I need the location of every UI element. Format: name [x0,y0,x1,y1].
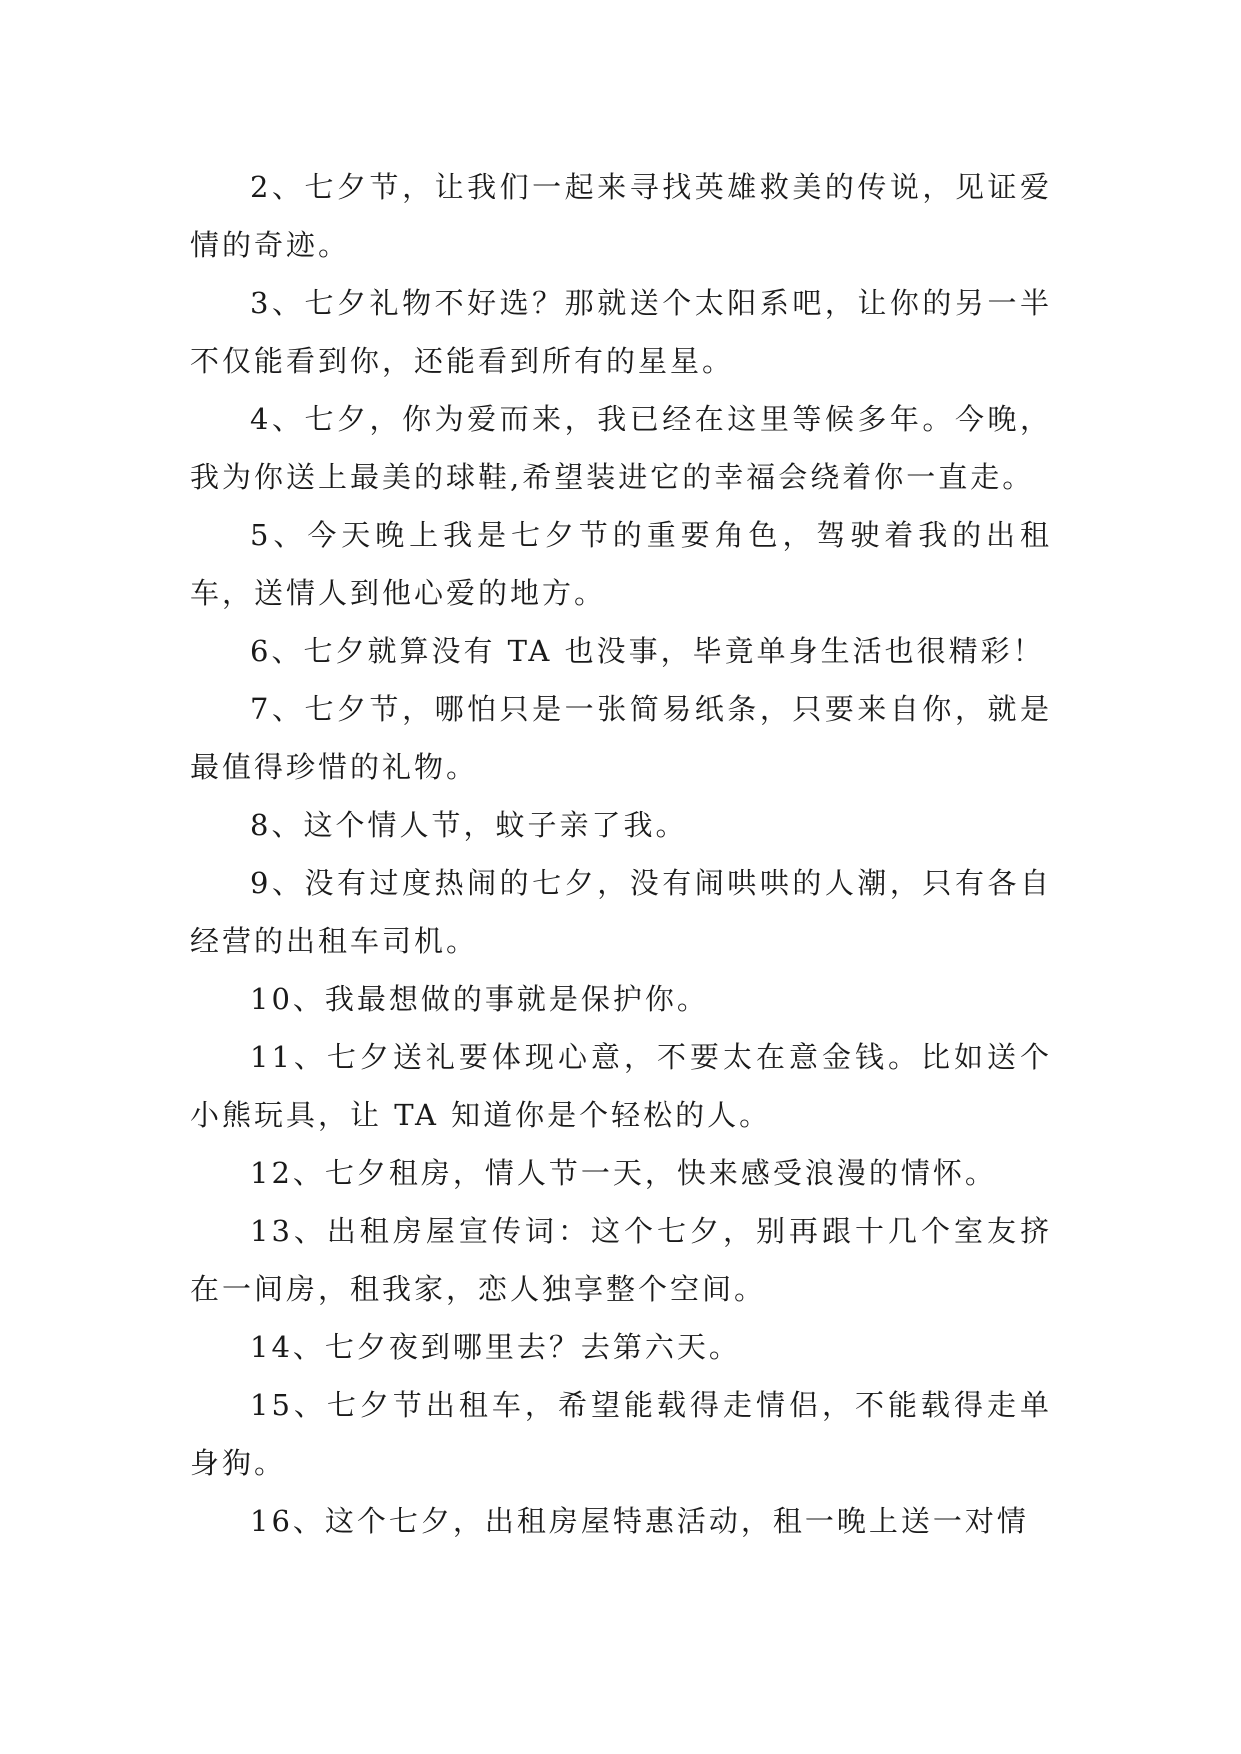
paragraph-10: 10、我最想做的事就是保护你。 [250,982,709,1016]
paragraph-9: 9、没有过度热闹的七夕，没有闹哄哄的人潮，只有各自经营的出租车司机。 [190,866,1052,958]
paragraph-3: 3、七夕礼物不好选？那就送个太阳系吧，让你的另一半不仅能看到你，还能看到所有的星星。 [190,286,1052,378]
paragraph-16: 16、这个七夕，出租房屋特惠活动，租一晚上送一对情 [250,1504,1029,1538]
paragraph-4: 4、七夕，你为爱而来，我已经在这里等候多年。今晚，我为你送上最美的球鞋,希望装进它的幸福会绕着你一直走。 [190,402,1052,494]
document-body [190,158,1052,1550]
paragraph-8: 8、这个情人节，蚊子亲了我。 [250,808,688,842]
paragraph-5: 5、今天晚上我是七夕节的重要角色，驾驶着我的出租车，送情人到他心爱的地方。 [190,518,1052,610]
paragraph-6: 6、七夕就算没有 TA 也没事，毕竟单身生活也很精彩！ [250,634,1045,668]
paragraph-2: 2、七夕节，让我们一起来寻找英雄救美的传说，见证爱情的奇迹。 [190,170,1052,262]
paragraph-12: 12、七夕租房，情人节一天，快来感受浪漫的情怀。 [250,1156,997,1190]
paragraph-15: 15、七夕节出租车，希望能载得走情侣，不能载得走单身狗。 [190,1388,1052,1480]
paragraph-7: 7、七夕节，哪怕只是一张简易纸条，只要来自你，就是最值得珍惜的礼物。 [190,692,1052,784]
paragraph-14: 14、七夕夜到哪里去？去第六天。 [250,1330,741,1364]
paragraph-11: 11、七夕送礼要体现心意，不要太在意金钱。比如送个小熊玩具，让 TA 知道你是个轻松的人。 [190,1040,1052,1132]
paragraph-13: 13、出租房屋宣传词：这个七夕，别再跟十几个室友挤在一间房，租我家，恋人独享整个空间。 [190,1214,1052,1306]
